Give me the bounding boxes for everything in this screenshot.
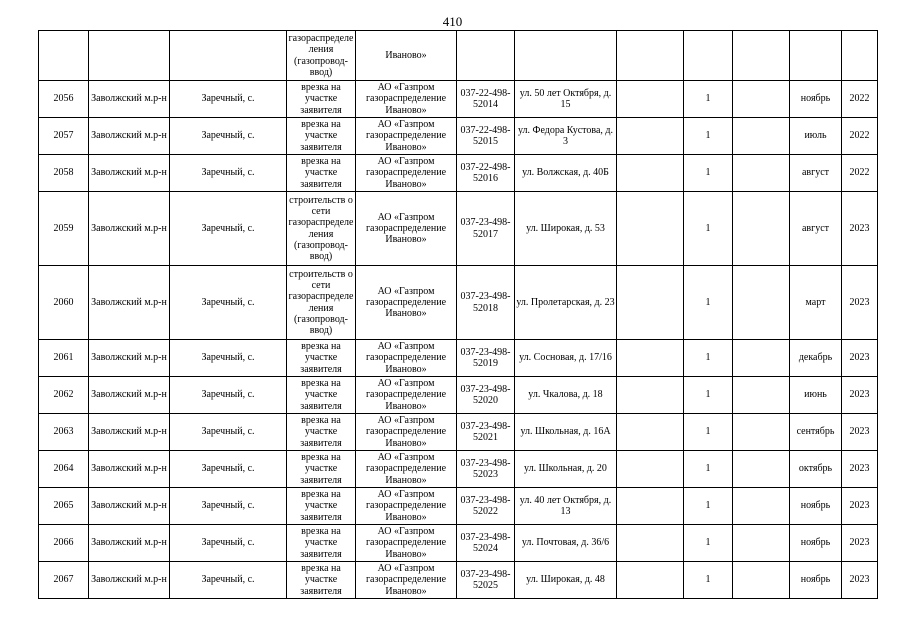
cell-year: 2023 — [842, 414, 878, 451]
cell-no: 2057 — [39, 118, 89, 155]
cell-tu-number: 037-22-498-52015 — [457, 118, 515, 155]
cell-work-type: врезка на участке заявителя — [287, 488, 356, 525]
table-row — [39, 340, 878, 377]
cell-no: 2056 — [39, 81, 89, 118]
cell-address: ул. Чкалова, д. 18 — [515, 377, 617, 414]
cell-empty-1 — [617, 414, 684, 451]
registry-table — [38, 30, 878, 599]
cell-address: ул. 50 лет Октября, д. 15 — [515, 81, 617, 118]
cell-work-type: строительств о сети газораспределе ления (газопровод-ввод) — [287, 266, 356, 340]
table-row — [39, 118, 878, 155]
cell-settlement: Заречный, с. — [170, 81, 287, 118]
cell-empty-2 — [733, 340, 790, 377]
cell-quantity: 1 — [684, 118, 733, 155]
cell-work-type: врезка на участке заявителя — [287, 451, 356, 488]
cell-organization: Иваново» — [356, 31, 457, 81]
cell-address: ул. 40 лет Октября, д. 13 — [515, 488, 617, 525]
cell-district: Заволжский м.р-н — [89, 81, 170, 118]
cell-tu-number: 037-23-498-52017 — [457, 192, 515, 266]
cell-empty-2 — [733, 377, 790, 414]
cell-tu-number: 037-23-498-52019 — [457, 340, 515, 377]
cell-address: ул. Широкая, д. 48 — [515, 562, 617, 599]
cell-tu-number: 037-23-498-52020 — [457, 377, 515, 414]
cell-address: ул. Федора Кустова, д. 3 — [515, 118, 617, 155]
cell-year: 2022 — [842, 81, 878, 118]
cell-empty-2 — [733, 266, 790, 340]
cell-settlement: Заречный, с. — [170, 340, 287, 377]
table-row — [39, 192, 878, 266]
cell-tu-number: 037-23-498-52022 — [457, 488, 515, 525]
cell-work-type: врезка на участке заявителя — [287, 562, 356, 599]
cell-quantity: 1 — [684, 562, 733, 599]
cell-tu-number: 037-23-498-52021 — [457, 414, 515, 451]
cell-tu-number: 037-23-498-52024 — [457, 525, 515, 562]
cell-district: Заволжский м.р-н — [89, 118, 170, 155]
cell-no: 2066 — [39, 525, 89, 562]
cell-no: 2062 — [39, 377, 89, 414]
cell-work-type: врезка на участке заявителя — [287, 414, 356, 451]
cell-tu-number: 037-22-498-52016 — [457, 155, 515, 192]
cell-quantity: 1 — [684, 81, 733, 118]
cell-no: 2065 — [39, 488, 89, 525]
cell-empty-1 — [617, 562, 684, 599]
cell-organization: АО «Газпром газораспределение Иваново» — [356, 81, 457, 118]
cell-work-type: врезка на участке заявителя — [287, 81, 356, 118]
cell-month: ноябрь — [790, 562, 842, 599]
cell-settlement: Заречный, с. — [170, 266, 287, 340]
cell-empty-2 — [733, 414, 790, 451]
table-row — [39, 266, 878, 340]
cell-empty-2 — [733, 525, 790, 562]
cell-empty-1 — [617, 488, 684, 525]
cell-quantity: 1 — [684, 414, 733, 451]
cell-district: Заволжский м.р-н — [89, 525, 170, 562]
cell-work-type: врезка на участке заявителя — [287, 525, 356, 562]
cell-year: 2022 — [842, 118, 878, 155]
cell-work-type: газораспределе ления (газопровод-ввод) — [287, 31, 356, 81]
cell-no: 2060 — [39, 266, 89, 340]
cell-month: ноябрь — [790, 81, 842, 118]
cell-empty-1 — [617, 155, 684, 192]
cell-month: август — [790, 155, 842, 192]
cell-district: Заволжский м.р-н — [89, 414, 170, 451]
cell-organization: АО «Газпром газораспределение Иваново» — [356, 155, 457, 192]
cell-year: 2023 — [842, 192, 878, 266]
cell-tu-number — [457, 31, 515, 81]
cell-settlement: Заречный, с. — [170, 118, 287, 155]
cell-year: 2023 — [842, 266, 878, 340]
cell-address: ул. Почтовая, д. 36/6 — [515, 525, 617, 562]
cell-district: Заволжский м.р-н — [89, 192, 170, 266]
cell-month — [790, 31, 842, 81]
cell-district: Заволжский м.р-н — [89, 266, 170, 340]
cell-empty-2 — [733, 81, 790, 118]
cell-tu-number: 037-23-498-52025 — [457, 562, 515, 599]
cell-empty-2 — [733, 192, 790, 266]
table-row — [39, 414, 878, 451]
cell-no: 2061 — [39, 340, 89, 377]
table-row — [39, 155, 878, 192]
cell-organization: АО «Газпром газораспределение Иваново» — [356, 266, 457, 340]
cell-no: 2059 — [39, 192, 89, 266]
cell-organization: АО «Газпром газораспределение Иваново» — [356, 414, 457, 451]
cell-work-type: врезка на участке заявителя — [287, 340, 356, 377]
cell-empty-1 — [617, 377, 684, 414]
cell-quantity: 1 — [684, 525, 733, 562]
cell-settlement: Заречный, с. — [170, 192, 287, 266]
cell-district: Заволжский м.р-н — [89, 488, 170, 525]
cell-month: июнь — [790, 377, 842, 414]
table-row — [39, 525, 878, 562]
cell-year: 2023 — [842, 451, 878, 488]
cell-address: ул. Широкая, д. 53 — [515, 192, 617, 266]
cell-district — [89, 31, 170, 81]
cell-settlement: Заречный, с. — [170, 451, 287, 488]
cell-empty-1 — [617, 118, 684, 155]
cell-quantity: 1 — [684, 377, 733, 414]
cell-year: 2023 — [842, 525, 878, 562]
cell-empty-1 — [617, 340, 684, 377]
cell-empty-1 — [617, 192, 684, 266]
cell-empty-2 — [733, 31, 790, 81]
cell-empty-1 — [617, 525, 684, 562]
cell-settlement — [170, 31, 287, 81]
cell-empty-1 — [617, 81, 684, 118]
cell-no — [39, 31, 89, 81]
cell-organization: АО «Газпром газораспределение Иваново» — [356, 562, 457, 599]
cell-work-type: врезка на участке заявителя — [287, 155, 356, 192]
cell-district: Заволжский м.р-н — [89, 562, 170, 599]
cell-month: сентябрь — [790, 414, 842, 451]
cell-tu-number: 037-23-498-52018 — [457, 266, 515, 340]
cell-organization: АО «Газпром газораспределение Иваново» — [356, 377, 457, 414]
cell-organization: АО «Газпром газораспределение Иваново» — [356, 488, 457, 525]
cell-year: 2023 — [842, 488, 878, 525]
cell-settlement: Заречный, с. — [170, 562, 287, 599]
cell-quantity: 1 — [684, 192, 733, 266]
cell-settlement: Заречный, с. — [170, 488, 287, 525]
cell-settlement: Заречный, с. — [170, 414, 287, 451]
cell-empty-2 — [733, 488, 790, 525]
cell-year: 2022 — [842, 155, 878, 192]
cell-empty-1 — [617, 31, 684, 81]
cell-organization: АО «Газпром газораспределение Иваново» — [356, 451, 457, 488]
cell-year: 2023 — [842, 562, 878, 599]
cell-tu-number: 037-22-498-52014 — [457, 81, 515, 118]
cell-work-type: строительств о сети газораспределе ления (газопровод-ввод) — [287, 192, 356, 266]
cell-month: ноябрь — [790, 525, 842, 562]
table-row-continued — [39, 31, 878, 81]
cell-organization: АО «Газпром газораспределение Иваново» — [356, 340, 457, 377]
cell-address: ул. Школьная, д. 16А — [515, 414, 617, 451]
cell-district: Заволжский м.р-н — [89, 155, 170, 192]
cell-empty-2 — [733, 118, 790, 155]
cell-address: ул. Пролетарская, д. 23 — [515, 266, 617, 340]
cell-month: август — [790, 192, 842, 266]
cell-year: 2023 — [842, 377, 878, 414]
cell-address: ул. Волжская, д. 40Б — [515, 155, 617, 192]
cell-organization: АО «Газпром газораспределение Иваново» — [356, 118, 457, 155]
cell-empty-2 — [733, 155, 790, 192]
cell-work-type: врезка на участке заявителя — [287, 377, 356, 414]
cell-district: Заволжский м.р-н — [89, 377, 170, 414]
cell-quantity: 1 — [684, 340, 733, 377]
cell-district: Заволжский м.р-н — [89, 340, 170, 377]
cell-address: ул. Сосновая, д. 17/16 — [515, 340, 617, 377]
cell-no: 2058 — [39, 155, 89, 192]
cell-month: декабрь — [790, 340, 842, 377]
cell-address: ул. Школьная, д. 20 — [515, 451, 617, 488]
cell-quantity: 1 — [684, 451, 733, 488]
table-row — [39, 562, 878, 599]
cell-no: 2067 — [39, 562, 89, 599]
cell-quantity: 1 — [684, 155, 733, 192]
cell-address — [515, 31, 617, 81]
cell-month: октябрь — [790, 451, 842, 488]
cell-quantity — [684, 31, 733, 81]
cell-year — [842, 31, 878, 81]
cell-no: 2063 — [39, 414, 89, 451]
cell-no: 2064 — [39, 451, 89, 488]
table-row — [39, 81, 878, 118]
table-row — [39, 451, 878, 488]
page-number: 410 — [442, 14, 463, 29]
cell-quantity: 1 — [684, 266, 733, 340]
cell-year: 2023 — [842, 340, 878, 377]
cell-settlement: Заречный, с. — [170, 525, 287, 562]
cell-organization: АО «Газпром газораспределение Иваново» — [356, 192, 457, 266]
cell-district: Заволжский м.р-н — [89, 451, 170, 488]
cell-quantity: 1 — [684, 488, 733, 525]
cell-month: ноябрь — [790, 488, 842, 525]
cell-empty-2 — [733, 562, 790, 599]
cell-work-type: врезка на участке заявителя — [287, 118, 356, 155]
cell-month: март — [790, 266, 842, 340]
cell-empty-1 — [617, 266, 684, 340]
cell-organization: АО «Газпром газораспределение Иваново» — [356, 525, 457, 562]
cell-settlement: Заречный, с. — [170, 377, 287, 414]
cell-empty-1 — [617, 451, 684, 488]
cell-empty-2 — [733, 451, 790, 488]
cell-settlement: Заречный, с. — [170, 155, 287, 192]
cell-month: июль — [790, 118, 842, 155]
table-body — [39, 31, 878, 599]
table-row — [39, 377, 878, 414]
table-row — [39, 488, 878, 525]
cell-tu-number: 037-23-498-52023 — [457, 451, 515, 488]
